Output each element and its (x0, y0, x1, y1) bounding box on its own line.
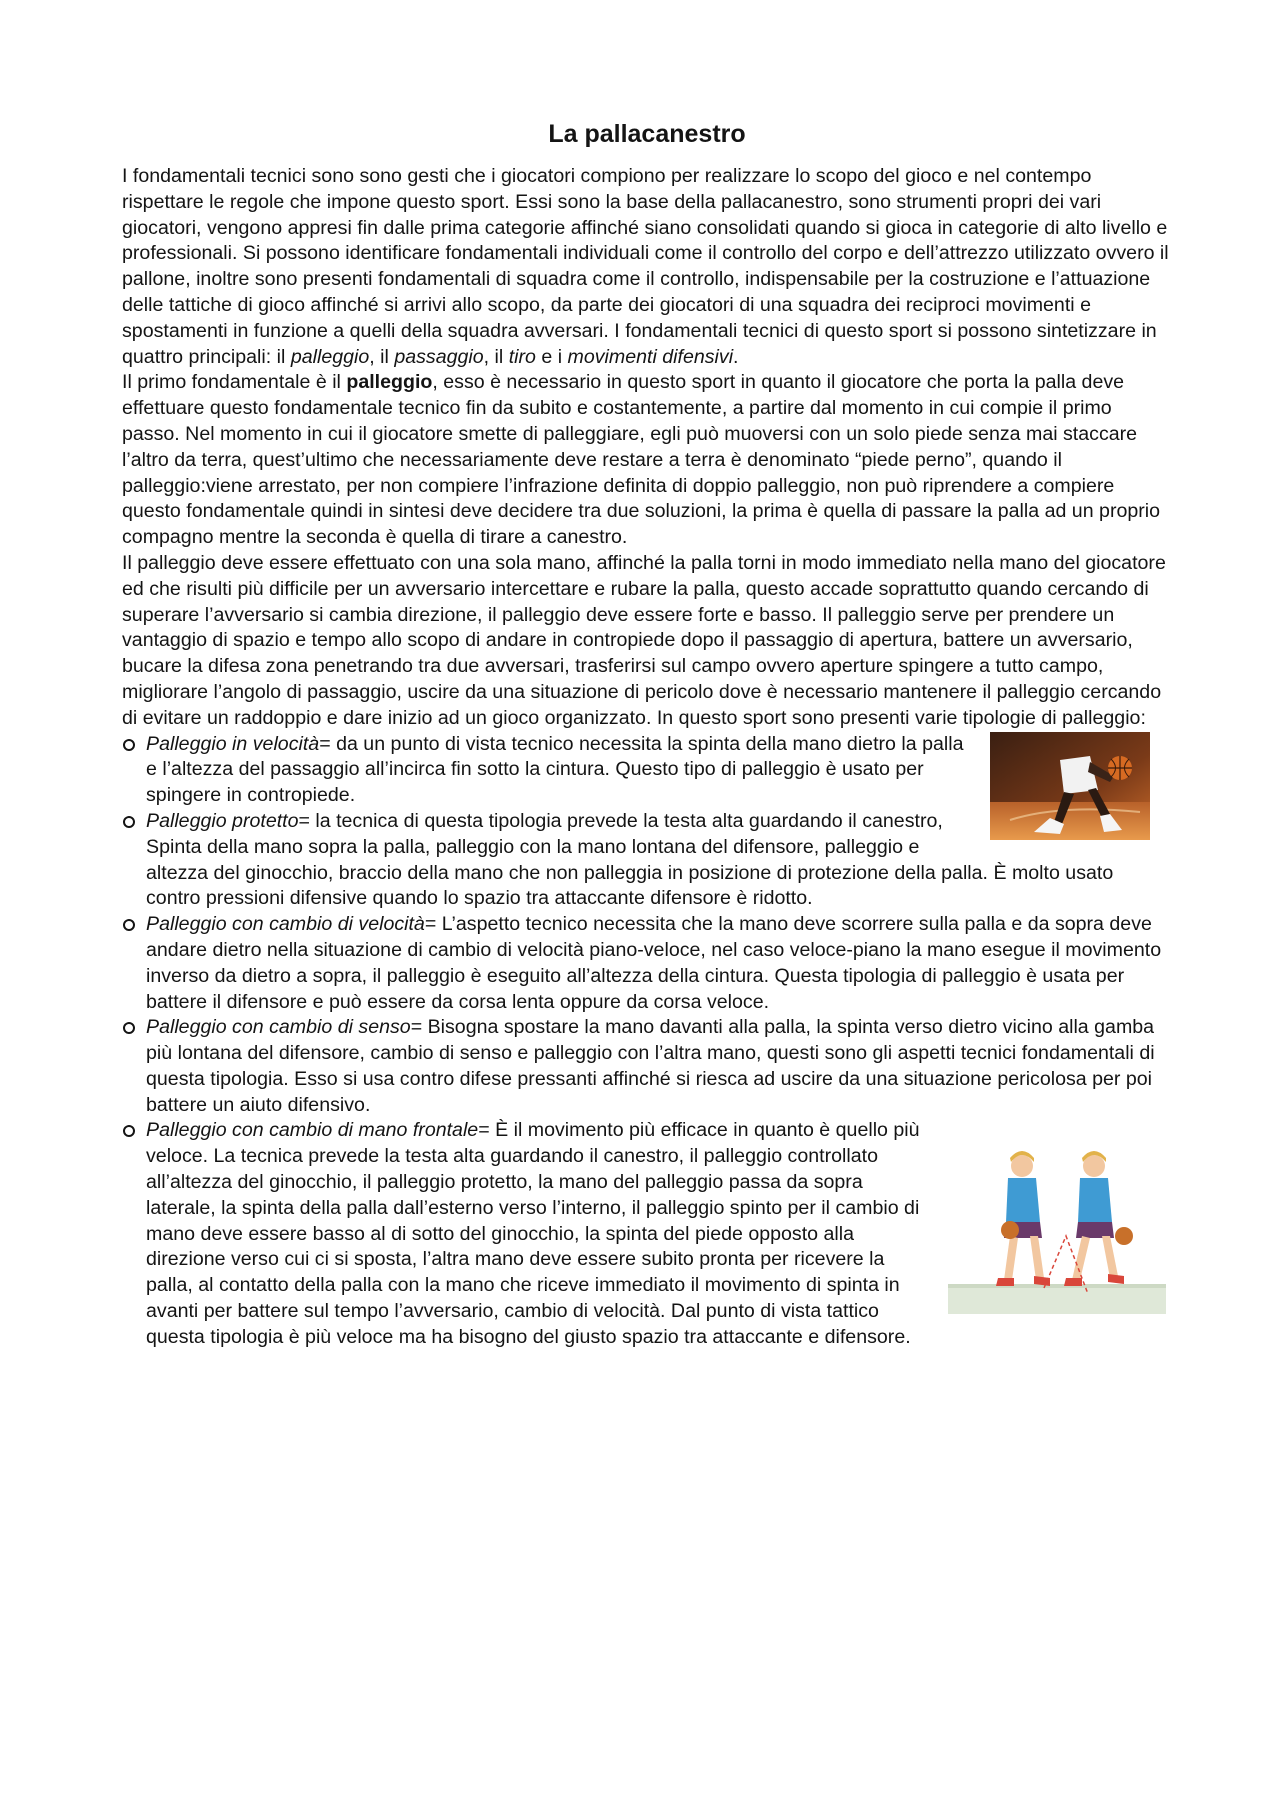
dribble-types-list (122, 732, 1172, 1351)
list-item: Palleggio con cambio di mano frontale= È il movimento più efficace in quanto è quello più veloce. La tecnica prevede la testa alta guardando il canestro, il palleggio controllato all’altezza del ginocchio, il palleggio protetto, la mano del palleggio passa da sopra laterale, la spinta della palla dall’esterno verso l’interno, il palleggio spinto per il cambio di mano deve essere basso al di sotto del ginocchio, la spinta del piede opposto alla direzione verso cui ci si sposta, l’altra mano deve essere subito pronta per ricevere la palla, al contatto della palla con la mano che riceve immediato il movimento di spinta in avanti per battere sul tempo l’avversario, cambio di velocità. Dal punto di vista tattico questa tipologia è più veloce ma ha bisogno del giusto spazio tra attaccante e difensore. (122, 1118, 1172, 1350)
page-title: La pallacanestro (548, 120, 746, 148)
list-item: Palleggio con cambio di velocità= L’aspetto tecnico necessita che la mano deve scorrere sulla palla e da sopra deve andare dietro nella situazione di cambio di velocità piano-veloce, nel caso veloce-piano la mano esegue il movimento inverso da dietro a sopra, il palleggio è eseguito all’altezza della cintura. Questa tipologia di palleggio è usata per battere il difensore e può essere da corsa lenta oppure da corsa veloce. (122, 912, 1172, 1015)
list-item: Palleggio in velocità= da un punto di vista tecnico necessita la spinta della mano dietro la palla e l’altezza del passaggio all’incirca fin sotto la cintura. Questo tipo di palleggio è usato per spingere in contropiede. (122, 732, 1172, 809)
list-item: Palleggio protetto= la tecnica di questa tipologia prevede la testa alta guardando il canestro, Spinta della mano sopra la palla, palleggio con la mano lontana del difensore, palleggio e altezza del ginocchio, braccio della mano che non palleggia in posizione di protezione della palla. È molto usato contro pressioni difensive quando lo spazio tra attaccante difensore è ridotto. (122, 809, 1172, 912)
dribble-crossover-drawing (948, 1118, 1166, 1326)
palleggio-details-paragraph: Il palleggio deve essere effettuato con una sola mano, affinché la palla torni in modo immediato nella mano del giocatore ed che risulti più difficile per un avversario intercettare e rubare la palla, questo accade soprattutto quando cercando di superare l’avversario si cambia direzione, il palleggio deve essere forte e basso. Il palleggio serve per prendere un vantaggio di spazio e tempo allo scopo di andare in contropiede dopo il passaggio di apertura, battere un avversario, bucare la difesa zona penetrando tra due avversari, trasferirsi sul campo ovvero aperture spingere a tutto campo, migliorare l’angolo di passaggio, uscire da una situazione di pericolo dove è necessario mantenere il palleggio cercando di evitare un raddoppio e dare inizio ad un gioco organizzato. In questo sport sono presenti varie tipologie di palleggio: (122, 551, 1166, 729)
palleggio-paragraph: Il primo fondamentale è il palleggio, esso è necessario in questo sport in quanto il giocatore che porta la palla deve effettuare questo fondamentale tecnico fin da subito e costantemente, a partire dal momento in cui compie il primo passo. Nel momento in cui il giocatore smette di palleggiare, egli può muoversi con un solo piede senza mai staccare l’altro da terra, quest’ultimo che necessariamente deve restare a terra è denominato “piede perno”, quando il palleggio:viene arrestato, per non compiere l’infrazione definita di doppio palleggio, non può riprendere a compiere questo fondamentale quindi in sintesi deve decidere tra due soluzioni, la prima è quella di passare la palla ad un proprio compagno mentre la seconda è quella di tirare a canestro. (122, 371, 1161, 549)
intro-paragraph: I fondamentali tecnici sono sono gesti che i giocatori compiono per realizzare lo scopo del gioco e nel contempo rispettare le regole che impone questo sport. Essi sono la base della pallacanestro, sono strumenti propri dei vari giocatori, vengono appresi fin dalle prima categorie affinché siano consolidati quando si gioca in categorie di alto livello e professionali. Si possono identificare fondamentali individuali come il controllo del corpo e dell’attrezzo utilizzato ovvero il pallone, inoltre sono presenti fondamentali di squadra come il controllo, indispensabile per la costruzione e l’attuazione delle tattiche di gioco affinché si arrivi allo scopo, da parte dei giocatori di una squadra dei reciproci movimenti e spostamenti in funzione a quelli della squadra avversari. I fondamentali tecnici di questo sport si possono sintetizzare in quattro principali: il palleggio, il passaggio, il tiro e i movimenti difensivi. (122, 165, 1169, 368)
document-body (122, 118, 1172, 1351)
crossover-illustration (948, 1118, 1166, 1326)
list-item: Palleggio con cambio di senso= Bisogna spostare la mano davanti alla palla, la spinta verso dietro vicino alla gamba più lontana del difensore, cambio di senso e palleggio con l’altra mano, questi sono gli aspetti tecnici fondamentali di questa tipologia. Esso si usa contro difese pressanti affinché si riesca ad uscire da una situazione pericolosa per poi battere un aiuto difensivo. (122, 1015, 1172, 1118)
